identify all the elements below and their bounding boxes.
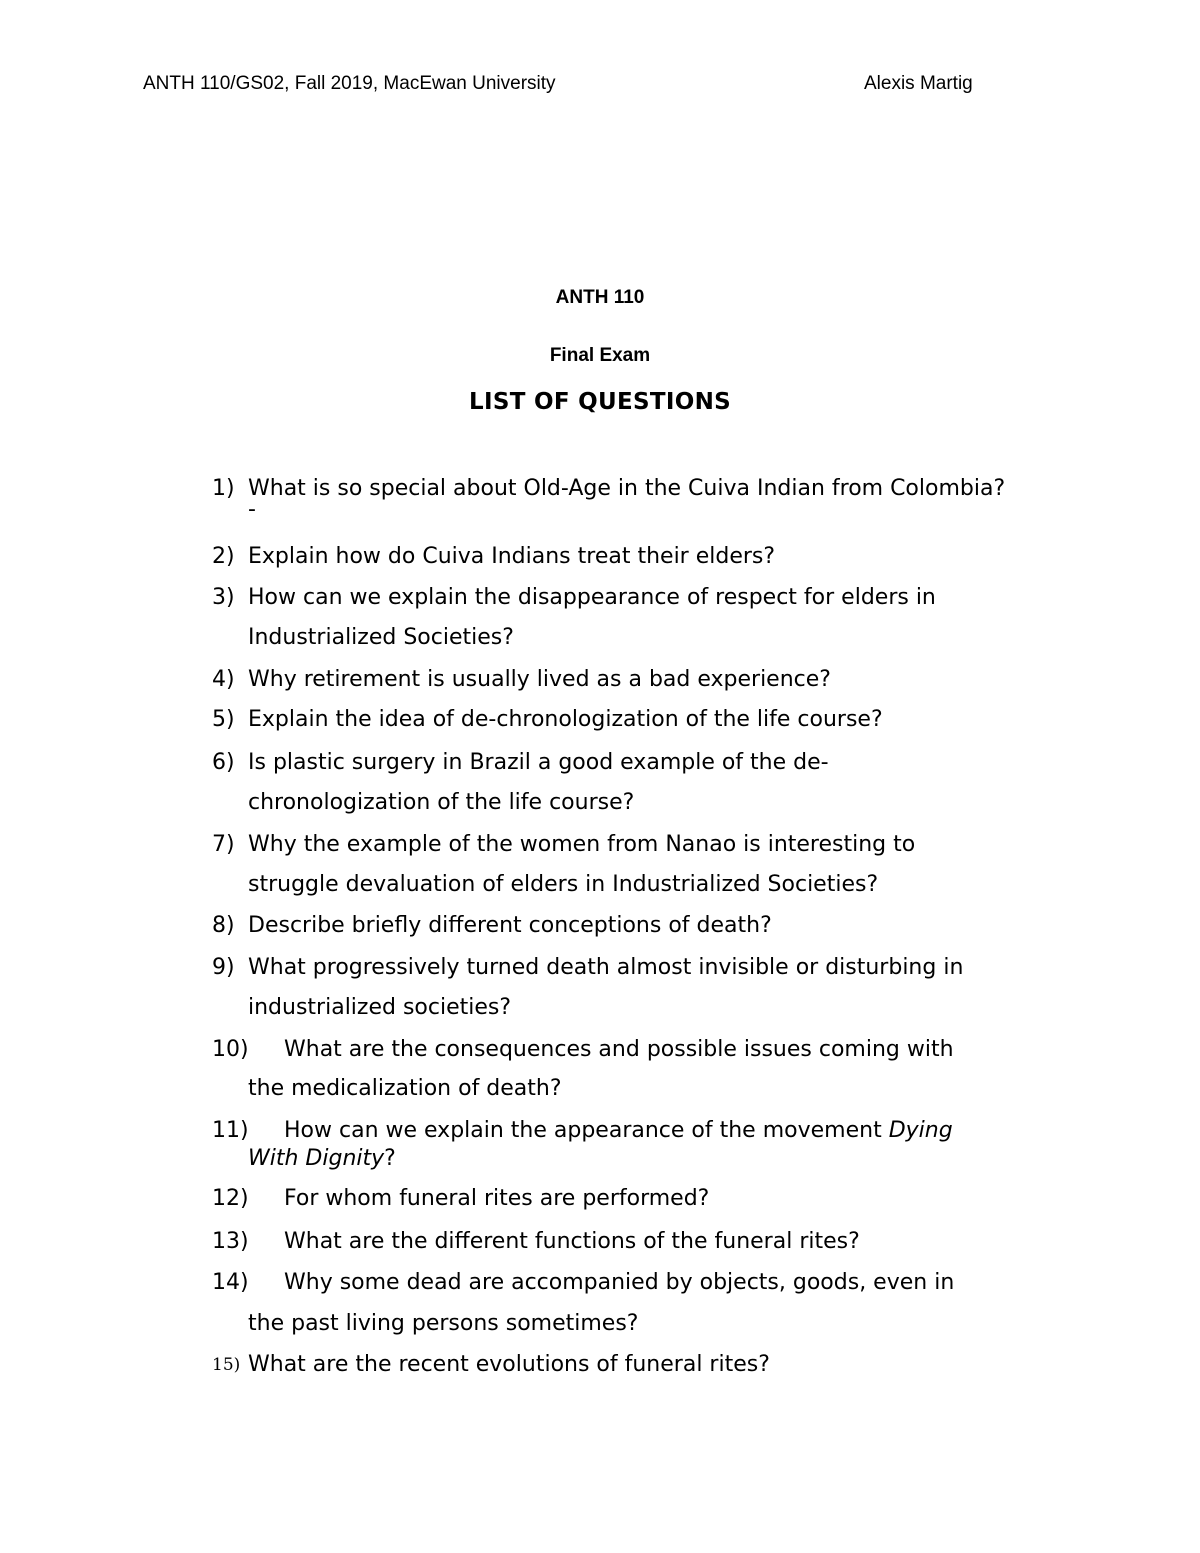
question-text: What are the consequences and possible issues coming with	[284, 1037, 954, 1062]
question-text: the past living persons sometimes?	[248, 1311, 639, 1336]
question-number: 8)	[212, 913, 235, 938]
question-text: Is plastic surgery in Brazil a good example of the de-	[248, 750, 829, 775]
question-number: 12)	[212, 1186, 249, 1211]
question-number: 1)	[212, 476, 235, 501]
question-number: 9)	[212, 955, 235, 980]
question-text-plain: How can we explain the appearance of the movement	[284, 1118, 889, 1143]
question-number: 13)	[212, 1229, 249, 1254]
question-text: Why retirement is usually lived as a bad experience?	[248, 667, 831, 692]
question-text-plain: ?	[384, 1146, 396, 1171]
question-text-italic: With Dignity	[248, 1146, 385, 1171]
question-text: industrialized societies?	[248, 995, 512, 1020]
question-text: Why the example of the women from Nanao is interesting to	[248, 832, 916, 857]
header-course: ANTH 110/GS02, Fall 2019, MacEwan University	[143, 73, 556, 94]
question-text: the medicalization of death?	[248, 1076, 562, 1101]
question-number: 10)	[212, 1037, 249, 1062]
course-code-title: ANTH 110	[555, 287, 645, 308]
question-text: Explain the idea of de-chronologization of the life course?	[248, 707, 883, 732]
list-heading: LIST OF QUESTIONS	[469, 389, 731, 415]
question-text: Describe briefly different conceptions of death?	[248, 913, 772, 938]
question-text: Industrialized Societies?	[248, 625, 514, 650]
question-number: 11)	[212, 1118, 249, 1143]
exam-title: Final Exam	[549, 345, 651, 366]
question-text: What are the recent evolutions of funeral rites?	[248, 1352, 770, 1377]
question-number: 14)	[212, 1270, 249, 1295]
question-text: What progressively turned death almost invisible or disturbing in	[248, 955, 964, 980]
question-text-italic: Dying	[888, 1118, 953, 1143]
question-number: 6)	[212, 750, 235, 775]
question-text: Explain how do Cuiva Indians treat their elders?	[248, 544, 776, 569]
question-text: How can we explain the disappearance of respect for elders in	[248, 585, 936, 610]
question-text	[248, 1139, 396, 1179]
question-text: struggle devaluation of elders in Industrialized Societies?	[248, 872, 879, 897]
question-number: 15)	[212, 1355, 241, 1375]
question-number: 5)	[212, 707, 235, 732]
question-number: 2)	[212, 544, 235, 569]
question-number: 3)	[212, 585, 235, 610]
question-1-dash: -	[248, 497, 256, 522]
question-number: 7)	[212, 832, 235, 857]
question-text: Why some dead are accompanied by objects, goods, even in	[284, 1270, 955, 1295]
header-author: Alexis Martig	[864, 73, 973, 94]
question-number: 4)	[212, 667, 235, 692]
question-text: chronologization of the life course?	[248, 790, 635, 815]
question-text: What is so special about Old-Age in the Cuiva Indian from Colombia?	[248, 476, 1006, 501]
question-text: For whom funeral rites are performed?	[284, 1186, 710, 1211]
question-text: What are the different functions of the funeral rites?	[284, 1229, 860, 1254]
